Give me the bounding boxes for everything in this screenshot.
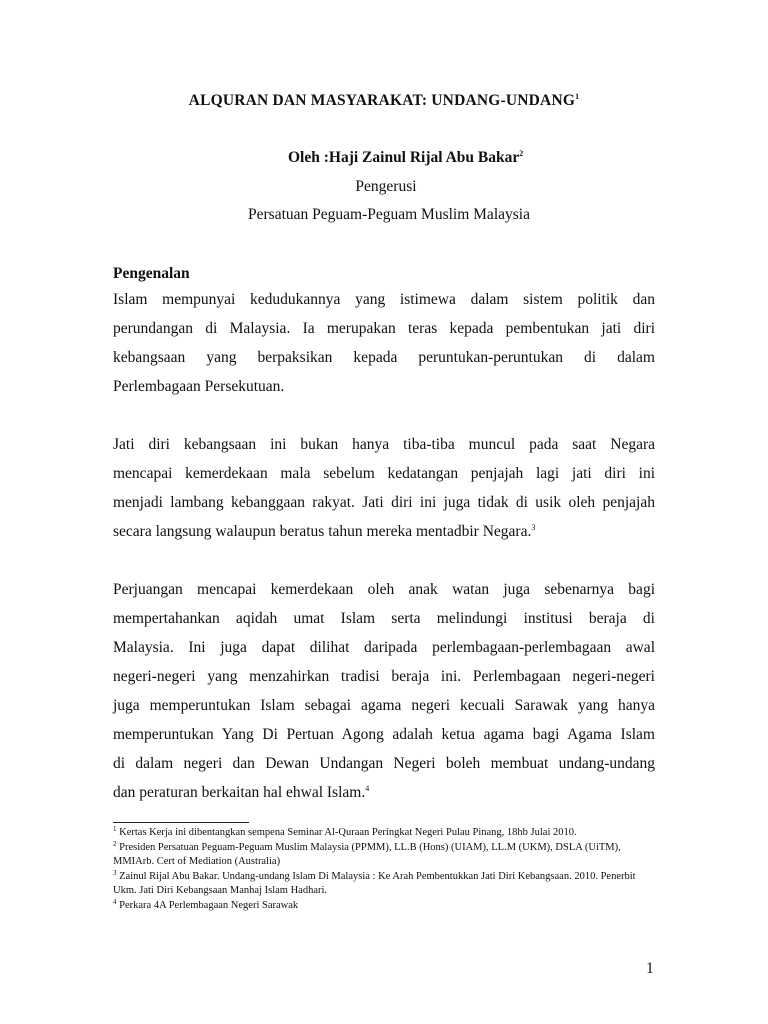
- paragraph-line: menjadi lambang kebanggaan rakyat. Jati diri ini juga tidak di usik oleh penjajah: [113, 494, 655, 511]
- footnote-1: [113, 826, 658, 841]
- footnote-text: Kertas Kerja ini dibentangkan sempena Seminar Al-Quraan Peringkat Negeri Pulau Pinang, 18hb Julai 2010.: [119, 827, 577, 838]
- paragraph-line-text: dan peraturan berkaitan hal ehwal Islam.: [113, 784, 366, 801]
- paragraph-line: mencapai kemerdekaan mala sebelum kedatangan penjajah lagi jati diri ini: [113, 465, 655, 482]
- footnote-number: 2: [113, 839, 117, 848]
- paragraph-line: Perlembagaan Persekutuan.: [113, 378, 285, 395]
- document-title: [0, 92, 768, 110]
- paragraph-line: Malaysia. Ini juga dapat dilihat daripada perlembagaan-perlembagaan awal: [113, 639, 655, 656]
- paragraph-2: [113, 430, 655, 546]
- footnote-text: Zainul Rijal Abu Bakar. Undang-undang Islam Di Malaysia : Ke Arah Pembentukkan Jati Diri Kebangsaan. 2010. Penerbit Ukm. Jati Diri Kebangsaan Manhaj Islam Hadhari.: [113, 870, 636, 896]
- paragraph-line: Islam mempunyai kedudukannya yang istimewa dalam sistem politik dan: [113, 291, 655, 308]
- author-line: [288, 149, 523, 167]
- paragraph-line: negeri-negeri yang menzahirkan tradisi beraja ini. Perlembagaan negeri-negeri: [113, 668, 655, 685]
- footnotes: [113, 826, 658, 913]
- footnote-number: 4: [113, 897, 117, 906]
- paragraph-line: di dalam negeri dan Dewan Undangan Negeri boleh membuat undang-undang: [113, 755, 655, 772]
- footnote-ref-4[interactable]: 4: [365, 784, 370, 793]
- title-text: ALQURAN DAN MASYARAKAT: UNDANG-UNDANG: [188, 92, 576, 109]
- section-heading: Pengenalan: [113, 265, 190, 282]
- footnote-2: [113, 841, 658, 870]
- paragraph-line: juga memperuntukan Islam sebagai agama negeri kecuali Sarawak yang hanya: [113, 697, 655, 714]
- footnote-divider: [113, 822, 249, 823]
- paragraph-3: [113, 575, 655, 807]
- paragraph-line: kebangsaan yang berpaksikan kepada peruntukan-peruntukan di dalam: [113, 349, 655, 366]
- footnote-text: Perkara 4A Perlembagaan Negeri Sarawak: [119, 899, 299, 911]
- paragraph-line: mempertahankan aqidah umat Islam serta melindungi institusi beraja di: [113, 610, 655, 627]
- title-footnote-ref[interactable]: 1: [575, 92, 580, 101]
- author-name: Oleh :Haji Zainul Rijal Abu Bakar: [288, 149, 520, 166]
- footnote-text: Presiden Persatuan Peguam-Peguam Muslim Malaysia (PPMM), LL.B (Hons) (UIAM), LL.M (UKM), DSLA (UiTM), MMIArb. Cert of Mediation (Australia): [113, 841, 621, 867]
- paragraph-line: perundangan di Malaysia. Ia merupakan teras kepada pembentukan jati diri: [113, 320, 655, 337]
- footnote-number: 1: [113, 825, 117, 833]
- paragraph-line-last: [113, 778, 655, 807]
- paragraph-line: Jati diri kebangsaan ini bukan hanya tiba-tiba muncul pada saat Negara: [113, 436, 655, 453]
- author-footnote-ref[interactable]: 2: [519, 149, 524, 158]
- author-organization: Persatuan Peguam-Peguam Muslim Malaysia: [248, 206, 530, 223]
- paragraph-1: [113, 285, 655, 401]
- paragraph-line: Perjuangan mencapai kemerdekaan oleh anak watan juga sebenarnya bagi: [113, 581, 655, 598]
- paragraph-line: memperuntukan Yang Di Pertuan Agong adalah ketua agama bagi Agama Islam: [113, 726, 655, 743]
- author-role: Pengerusi: [355, 178, 417, 195]
- footnote-number: 3: [113, 868, 117, 877]
- footnote-4: [113, 899, 658, 914]
- paragraph-line-last: [113, 517, 655, 546]
- paragraph-line-text: secara langsung walaupun beratus tahun mereka mentadbir Negara.: [113, 523, 532, 540]
- footnote-ref-3[interactable]: 3: [531, 523, 536, 532]
- page-number: 1: [646, 960, 654, 977]
- footnote-3: [113, 870, 658, 899]
